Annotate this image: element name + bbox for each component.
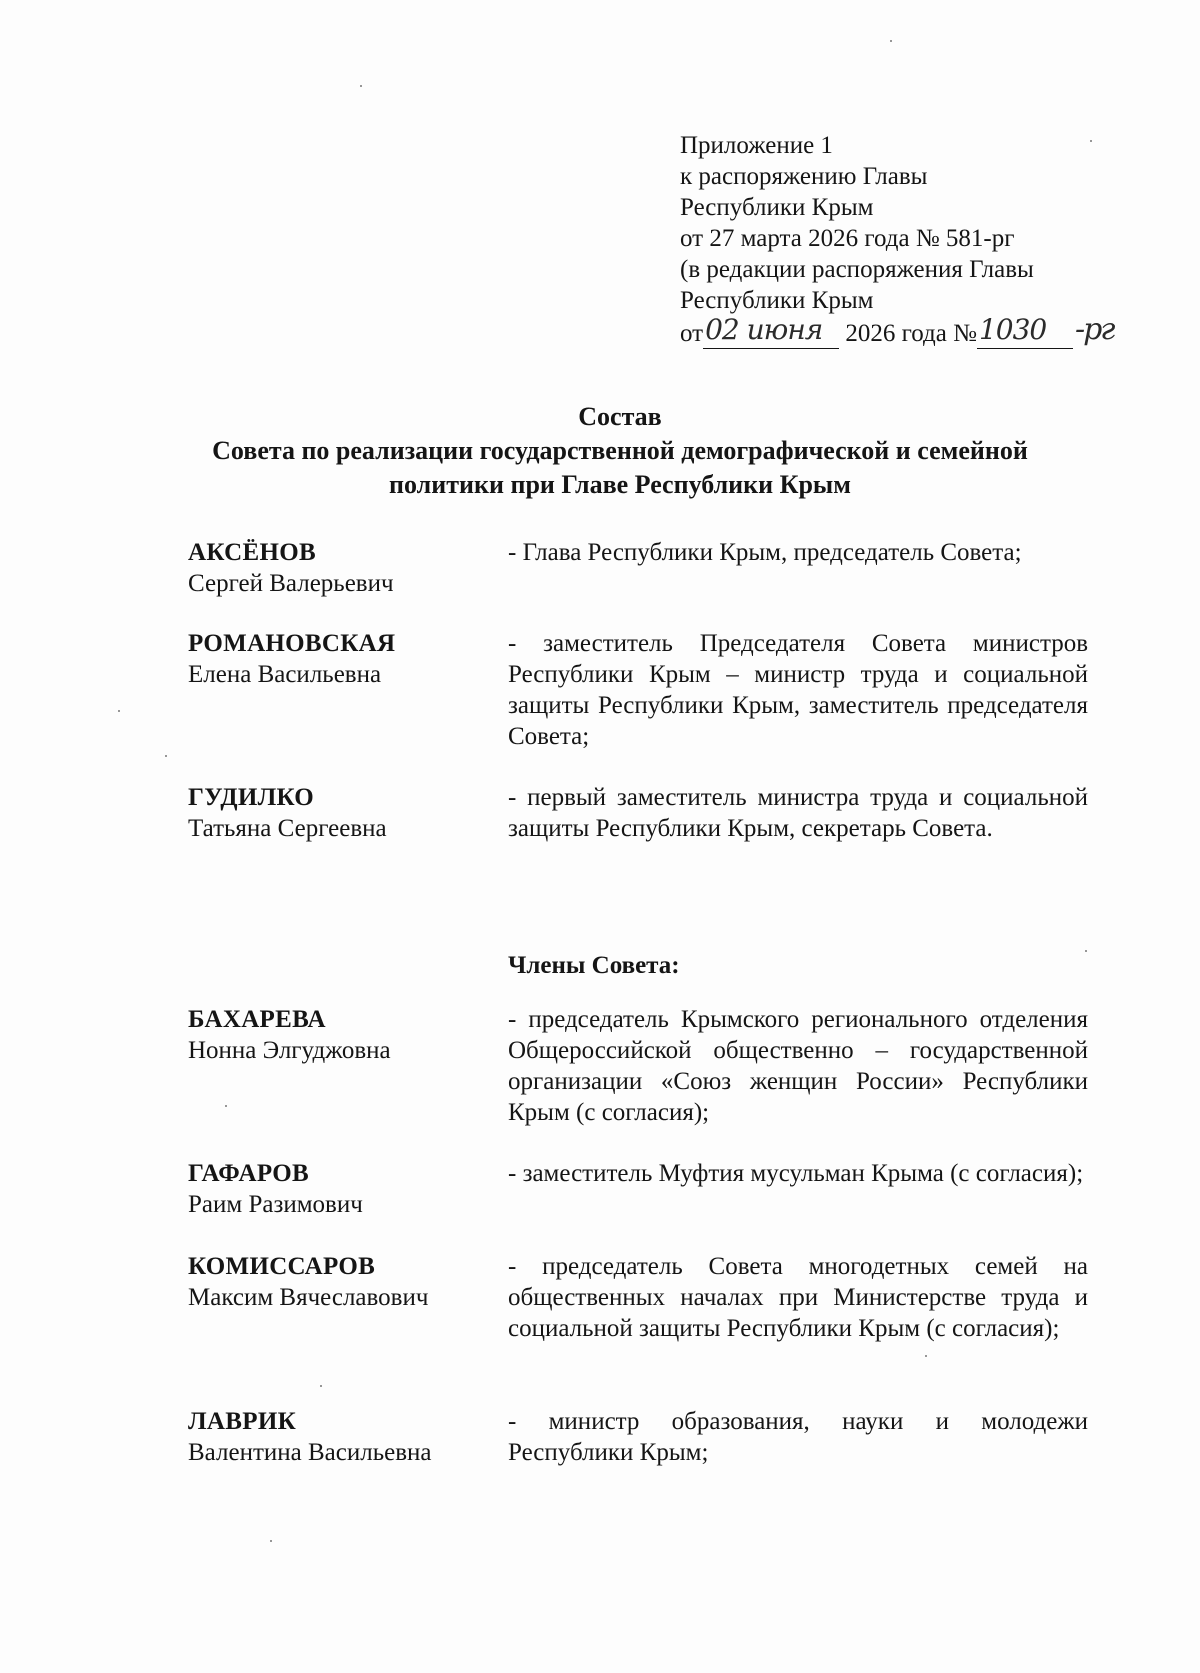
title-line-3: политики при Главе Республики Крым: [389, 470, 851, 499]
appendix-date-line: [680, 312, 1150, 349]
member-role: - первый заместитель министра труда и социальной защиты Республики Крым, секретарь Совета.: [508, 784, 1088, 842]
member-given-name: Елена Васильевна: [188, 661, 382, 688]
appendix-line-4: от 27 марта 2026 года № 581-рг: [680, 225, 1015, 252]
number-label: №: [953, 320, 977, 347]
handwritten-date: 02 июня: [705, 313, 823, 346]
scan-speck: [925, 1355, 927, 1357]
member-surname: РОМАНОВСКАЯ: [188, 630, 396, 657]
member-role: - министр образования, науки и молодежи Республики Крым;: [508, 1408, 1088, 1466]
member-given-name: Максим Вячеславович: [188, 1284, 429, 1311]
date-fill-line: [703, 313, 839, 349]
scan-speck: [360, 85, 362, 87]
appendix-header: [680, 130, 1150, 349]
appendix-line-3: Республики Крым: [680, 194, 874, 221]
handwritten-number-suffix: -рг: [1074, 312, 1114, 347]
number-fill-line: [977, 313, 1073, 349]
member-name: [188, 782, 488, 844]
member-given-name: Сергей Валерьевич: [188, 570, 394, 597]
appendix-line-5: (в редакции распоряжения Главы: [680, 256, 1034, 283]
member-given-name: Татьяна Сергеевна: [188, 815, 387, 842]
document-title: [160, 400, 1080, 502]
member-surname: БАХАРЕВА: [188, 1006, 326, 1033]
appendix-line-6: Республики Крым: [680, 287, 874, 314]
year-text: 2026 года: [845, 320, 947, 347]
member-role: - заместитель Муфтия мусульман Крыма (с согласия);: [508, 1160, 1084, 1187]
member-name: [188, 1004, 488, 1066]
scan-speck: [1085, 950, 1087, 952]
scan-speck: [270, 1540, 272, 1542]
scan-speck: [320, 1385, 322, 1387]
member-given-name: Нонна Элгуджовна: [188, 1037, 391, 1064]
member-role: - заместитель Председателя Совета министров Республики Крым – министр труда и социальной защиты Республики Крым, заместитель председателя Совета;: [508, 630, 1088, 750]
member-surname: АКСЁНОВ: [188, 539, 316, 566]
member-role: - председатель Крымского регионального отделения Общероссийской общественно – государственной организации «Союз женщин России» Республики Крым (с согласия);: [508, 1006, 1088, 1126]
member-surname: ЛАВРИК: [188, 1408, 297, 1435]
member-given-name: Раим Разимович: [188, 1191, 363, 1218]
date-prefix: от: [680, 320, 704, 347]
member-name: [188, 628, 488, 690]
scan-speck: [225, 1105, 227, 1107]
scan-speck: [1090, 140, 1092, 142]
member-surname: ГУДИЛКО: [188, 784, 315, 811]
member-name: [188, 1406, 488, 1468]
members-heading: Члены Совета:: [508, 952, 680, 979]
member-role: - председатель Совета многодетных семей на общественных началах при Министерстве труда и социальной защиты Республики Крым (с согласия);: [508, 1253, 1088, 1342]
title-line-2: Совета по реализации государственной демографической и семейной: [212, 436, 1028, 465]
scan-speck: [165, 755, 167, 757]
member-role: - Глава Республики Крым, председатель Совета;: [508, 539, 1022, 566]
member-surname: КОМИССАРОВ: [188, 1253, 376, 1280]
member-name: [188, 1158, 488, 1220]
appendix-line-2: к распоряжению Главы: [680, 163, 928, 190]
member-given-name: Валентина Васильевна: [188, 1439, 432, 1466]
member-surname: ГАФАРОВ: [188, 1160, 309, 1187]
appendix-line-1: Приложение 1: [680, 132, 833, 159]
handwritten-number: 1030: [978, 313, 1047, 346]
scan-speck: [118, 710, 120, 712]
member-name: [188, 537, 488, 599]
scan-speck: [890, 40, 892, 42]
member-name: [188, 1251, 488, 1313]
title-line-1: Состав: [578, 402, 662, 431]
